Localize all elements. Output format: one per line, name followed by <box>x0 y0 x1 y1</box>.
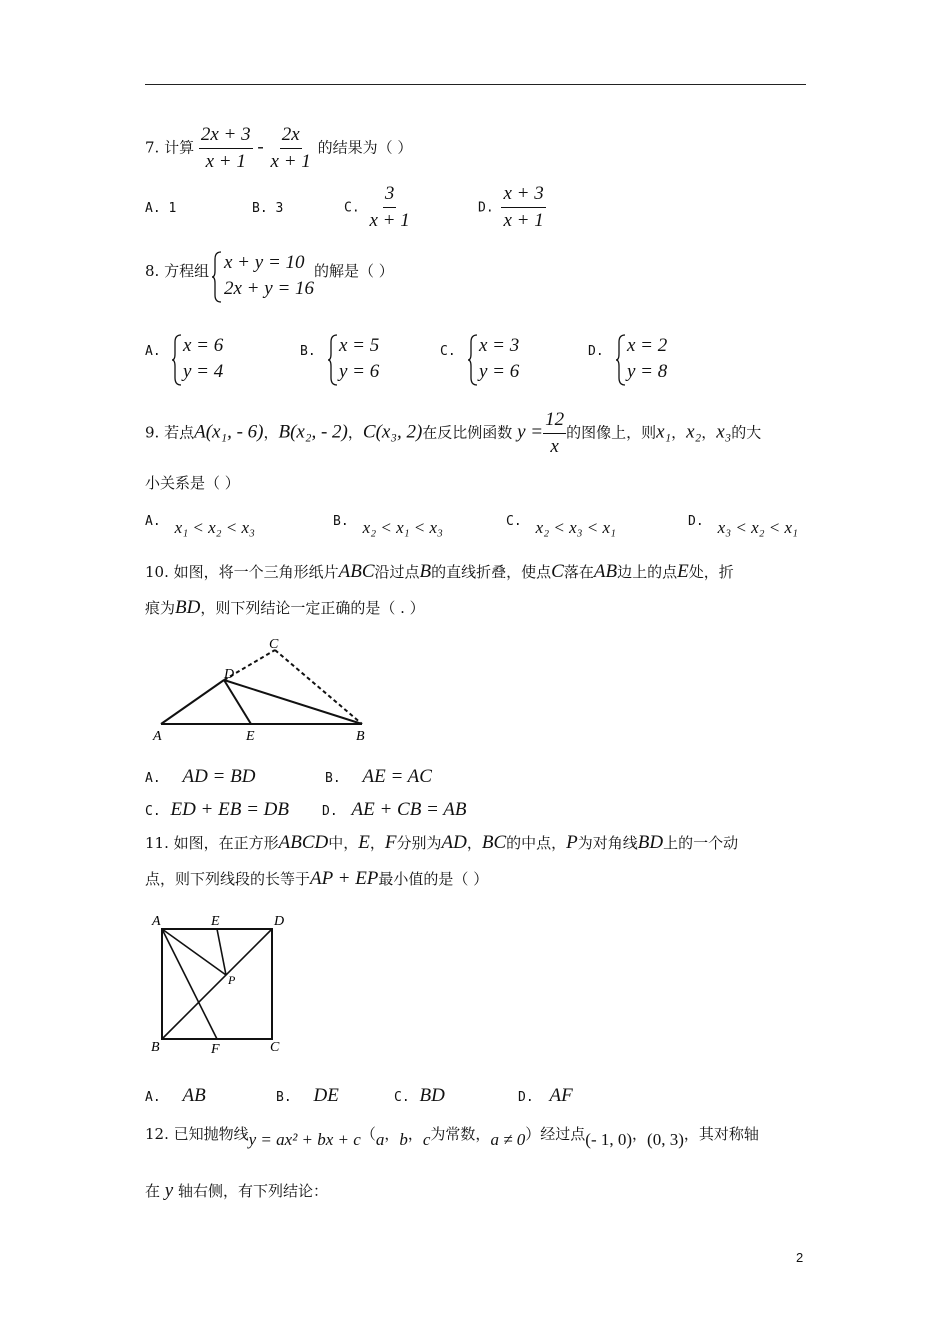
label-P: P <box>228 973 236 987</box>
fraction: $\frac{2x + 3}{x + 1}$ <box>200 124 251 172</box>
fraction: $\frac{3}{x + 1}$ <box>369 183 410 231</box>
q9-option-a[interactable]: A. x₁ < x₂ < x₃ <box>145 514 255 537</box>
triangle-fold-figure <box>148 632 378 747</box>
q10-option-b[interactable]: B. AE = AC <box>325 766 432 787</box>
brace-icon <box>616 334 626 386</box>
question-10: 10. 如图，将一个三角形纸片ABC沿过点B的直线折叠，使点C落在AB边上的点E处，折 <box>145 561 734 582</box>
q7-option-b[interactable]: B. 3 <box>252 201 284 216</box>
brace-icon <box>172 334 182 386</box>
fraction: $\frac{12}{x}$ <box>545 409 565 457</box>
q11-line2: 点，则下列线段的长等于AP + EP最小值的是（ ） <box>145 868 489 889</box>
segment-AP <box>162 929 226 975</box>
label-A: A <box>152 914 161 929</box>
label-B: B <box>151 1040 160 1055</box>
question-9: 9. 若点A(x₁, - 6)，B(x₂, - 2)，C(x₃, 2)在反比例函数 y = $\frac{12}{x}$ 的图像上，则x₁，x₂，x₃的大 <box>145 409 762 457</box>
brace-icon <box>212 251 222 303</box>
q10-line2: 痕为BD，则下列结论一定正确的是（ . ） <box>145 597 425 618</box>
q8-option-c-label[interactable]: C. <box>440 344 456 359</box>
brace-icon <box>328 334 338 386</box>
diagonal-BD <box>162 929 272 1039</box>
q9-line2: 小关系是（ ） <box>145 474 240 492</box>
square-figure <box>148 908 288 1056</box>
q10-option-a[interactable]: A. AD = BD <box>145 766 256 787</box>
equation-system: x + y = 10 2x + y = 16 <box>224 252 315 299</box>
q9-option-d[interactable]: D. x₃ < x₂ < x₁ <box>688 514 798 537</box>
q11-option-c[interactable]: C. BD <box>394 1085 445 1106</box>
label-C: C <box>269 637 279 652</box>
fraction: $\frac{x + 3}{x + 1}$ <box>503 183 544 231</box>
q8-option-b-label[interactable]: B. <box>300 344 316 359</box>
segment-CB-dashed <box>275 650 362 724</box>
label-A: A <box>153 729 162 744</box>
segment-EP <box>217 929 226 975</box>
q8-stem-prefix: 8. 方程组 <box>145 262 210 280</box>
q12-line2: 在 y 轴右侧，有下列结论： <box>145 1180 329 1201</box>
q7-option-a[interactable]: A. 1 <box>145 201 177 216</box>
q7-option-c[interactable]: C. $\frac{3}{x + 1}$ <box>344 183 410 231</box>
q8-stem-suffix: 的解是（ ） <box>314 262 394 280</box>
label-D: D <box>274 914 285 929</box>
q10-option-d[interactable]: D. AE + CB = AB <box>322 799 467 820</box>
label-F: F <box>211 1042 220 1056</box>
label-D: D <box>224 667 235 682</box>
label-C: C <box>270 1040 280 1055</box>
q8-option-b[interactable]: x = 5 y = 6 <box>339 335 380 382</box>
question-7: 7. 计算 $\frac{2x + 3}{x + 1}$ - $\frac{2x}{x + 1}$ 的结果为（ ） <box>145 124 413 172</box>
q8-option-a-label[interactable]: A. <box>145 344 161 359</box>
q11-option-a[interactable]: A. AB <box>145 1085 206 1106</box>
segment-DB <box>224 680 362 724</box>
q8-option-d[interactable]: x = 2 y = 8 <box>627 335 668 382</box>
label-B: B <box>356 729 365 744</box>
segment-AF <box>162 929 217 1039</box>
fraction: $\frac{2x}{x + 1}$ <box>270 124 311 172</box>
question-12: 12. 已知抛物线y = ax² + bx + c（a，b，c为常数，a ≠ 0）经过点(- 1, 0)，(0, 3)，其对称轴 <box>145 1125 759 1149</box>
q9-option-c[interactable]: C. x₂ < x₃ < x₁ <box>506 514 616 537</box>
q7-option-d[interactable]: D. $\frac{x + 3}{x + 1}$ <box>478 183 544 231</box>
q8-option-d-label[interactable]: D. <box>588 344 604 359</box>
q10-option-c[interactable]: C. ED + EB = DB <box>145 799 289 820</box>
q11-option-d[interactable]: D. AF <box>518 1085 573 1106</box>
label-E: E <box>211 914 220 929</box>
q11-option-b[interactable]: B. DE <box>276 1085 339 1106</box>
brace-icon <box>468 334 478 386</box>
question-11: 11. 如图，在正方形ABCD中，E，F分别为AD，BC的中点，P为对角线BD上的一个动 <box>145 832 739 853</box>
header-rule <box>145 84 806 85</box>
label-E: E <box>246 729 255 744</box>
q9-option-b[interactable]: B. x₂ < x₁ < x₃ <box>333 514 443 537</box>
q8-option-a[interactable]: x = 6 y = 4 <box>183 335 224 382</box>
segment-AD <box>161 680 224 724</box>
q8-option-c[interactable]: x = 3 y = 6 <box>479 335 520 382</box>
page-number: 2 <box>796 1250 804 1265</box>
